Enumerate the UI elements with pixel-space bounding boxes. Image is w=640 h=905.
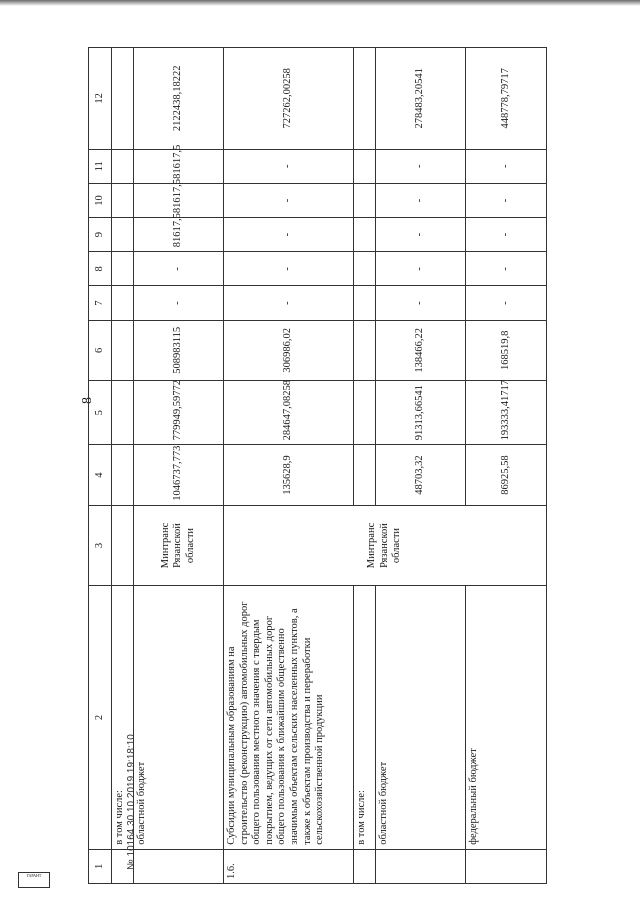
value-cell bbox=[112, 445, 134, 505]
table-row bbox=[466, 48, 547, 884]
header-row bbox=[89, 48, 112, 884]
row-number-cell bbox=[466, 849, 547, 883]
value-cell bbox=[112, 320, 134, 380]
value-cell bbox=[112, 218, 134, 252]
value-cell: 2122438,18222 bbox=[134, 48, 224, 150]
header-cell: 10 bbox=[89, 183, 112, 217]
header-cell: 9 bbox=[89, 218, 112, 252]
value-cell: 168519,8 bbox=[466, 320, 547, 380]
value-cell: - bbox=[376, 286, 466, 320]
value-cell bbox=[354, 286, 376, 320]
budget-table bbox=[88, 47, 547, 884]
page-number: 8 bbox=[80, 397, 95, 404]
row-name-cell: в том числе: bbox=[354, 586, 376, 850]
value-cell: 727262,00258 bbox=[224, 48, 354, 150]
table-row bbox=[224, 48, 354, 884]
value-cell bbox=[354, 218, 376, 252]
value-cell: - bbox=[224, 183, 354, 217]
value-cell: - bbox=[376, 218, 466, 252]
row-org-cell: Минтранс Рязанской области bbox=[224, 505, 547, 585]
value-cell: 86925,58 bbox=[466, 445, 547, 505]
value-cell: - bbox=[224, 149, 354, 183]
value-cell bbox=[112, 48, 134, 150]
row-name-cell: федеральный бюджет bbox=[466, 586, 547, 850]
value-cell: - bbox=[466, 252, 547, 286]
value-cell bbox=[354, 183, 376, 217]
value-cell: 135628,9 bbox=[224, 445, 354, 505]
row-number-cell: 1.6. bbox=[224, 849, 354, 883]
header-cell: 11 bbox=[89, 149, 112, 183]
value-cell: 779949,59772 bbox=[134, 381, 224, 445]
value-cell: - bbox=[224, 218, 354, 252]
value-cell bbox=[354, 445, 376, 505]
value-cell: 508983115 bbox=[134, 320, 224, 380]
header-cell: 5 bbox=[89, 381, 112, 445]
value-cell: 81617,5 bbox=[134, 149, 224, 183]
value-cell bbox=[112, 183, 134, 217]
row-org-cell: Минтранс Рязанской области bbox=[134, 505, 224, 585]
value-cell bbox=[112, 149, 134, 183]
value-cell: 138466,22 bbox=[376, 320, 466, 380]
value-cell: 1046737,773 bbox=[134, 445, 224, 505]
value-cell: - bbox=[466, 286, 547, 320]
value-cell: - bbox=[376, 183, 466, 217]
value-cell bbox=[354, 320, 376, 380]
value-cell: 284647,08258 bbox=[224, 381, 354, 445]
value-cell: - bbox=[224, 252, 354, 286]
value-cell bbox=[112, 286, 134, 320]
header-cell: 4 bbox=[89, 445, 112, 505]
value-cell: 193333,41717 bbox=[466, 381, 547, 445]
header-cell: 3 bbox=[89, 505, 112, 585]
garant-stamp: ГАРАНТ bbox=[18, 872, 50, 888]
value-cell: - bbox=[224, 286, 354, 320]
budget-table-area bbox=[88, 47, 547, 884]
table-row bbox=[354, 48, 376, 884]
header-cell: 12 bbox=[89, 48, 112, 150]
scan-top-edge bbox=[0, 0, 640, 6]
value-cell: - bbox=[134, 286, 224, 320]
value-cell: 81617,5 bbox=[134, 183, 224, 217]
value-cell: - bbox=[466, 183, 547, 217]
value-cell: 48703,32 bbox=[376, 445, 466, 505]
value-cell: 306986,02 bbox=[224, 320, 354, 380]
value-cell: - bbox=[376, 252, 466, 286]
header-cell: 6 bbox=[89, 320, 112, 380]
value-cell: 91313,66541 bbox=[376, 381, 466, 445]
header-cell: 7 bbox=[89, 286, 112, 320]
document-footer-note: № 10164 30.10.2019 19:18:10 bbox=[126, 734, 137, 870]
row-number-cell bbox=[376, 849, 466, 883]
value-cell: - bbox=[466, 218, 547, 252]
table-row bbox=[376, 48, 466, 884]
value-cell: - bbox=[466, 149, 547, 183]
table-row bbox=[134, 48, 224, 884]
value-cell bbox=[354, 252, 376, 286]
header-cell: 2 bbox=[89, 586, 112, 850]
value-cell: 81617,5 bbox=[134, 218, 224, 252]
value-cell: - bbox=[134, 252, 224, 286]
value-cell bbox=[354, 381, 376, 445]
header-cell: 1 bbox=[89, 849, 112, 883]
row-name-cell: областной бюджет bbox=[376, 586, 466, 850]
value-cell bbox=[112, 381, 134, 445]
value-cell bbox=[354, 149, 376, 183]
value-cell bbox=[354, 48, 376, 150]
row-number-cell bbox=[134, 849, 224, 883]
value-cell: - bbox=[376, 149, 466, 183]
rotated-table-container bbox=[88, 47, 547, 884]
value-cell bbox=[112, 252, 134, 286]
row-name-cell: в том числе: bbox=[112, 586, 134, 850]
row-org-cell bbox=[112, 505, 134, 585]
row-name-cell: Субсидии муниципальным образованиям на строительство (реконструкцию) автомобильных дорог общего пользования местного значения с твердым покрытием, ведущих от сети автомобильных дорог общего пользования к ближайшим общественно значимым объектам сельских населенных пунктов, а также к объектам производства и переработки сельскохозяйственной продукции bbox=[224, 586, 354, 850]
value-cell: 278483,20541 bbox=[376, 48, 466, 150]
value-cell: 448778,79717 bbox=[466, 48, 547, 150]
row-name-cell: областной бюджет bbox=[134, 586, 224, 850]
header-cell: 8 bbox=[89, 252, 112, 286]
row-number-cell bbox=[354, 849, 376, 883]
